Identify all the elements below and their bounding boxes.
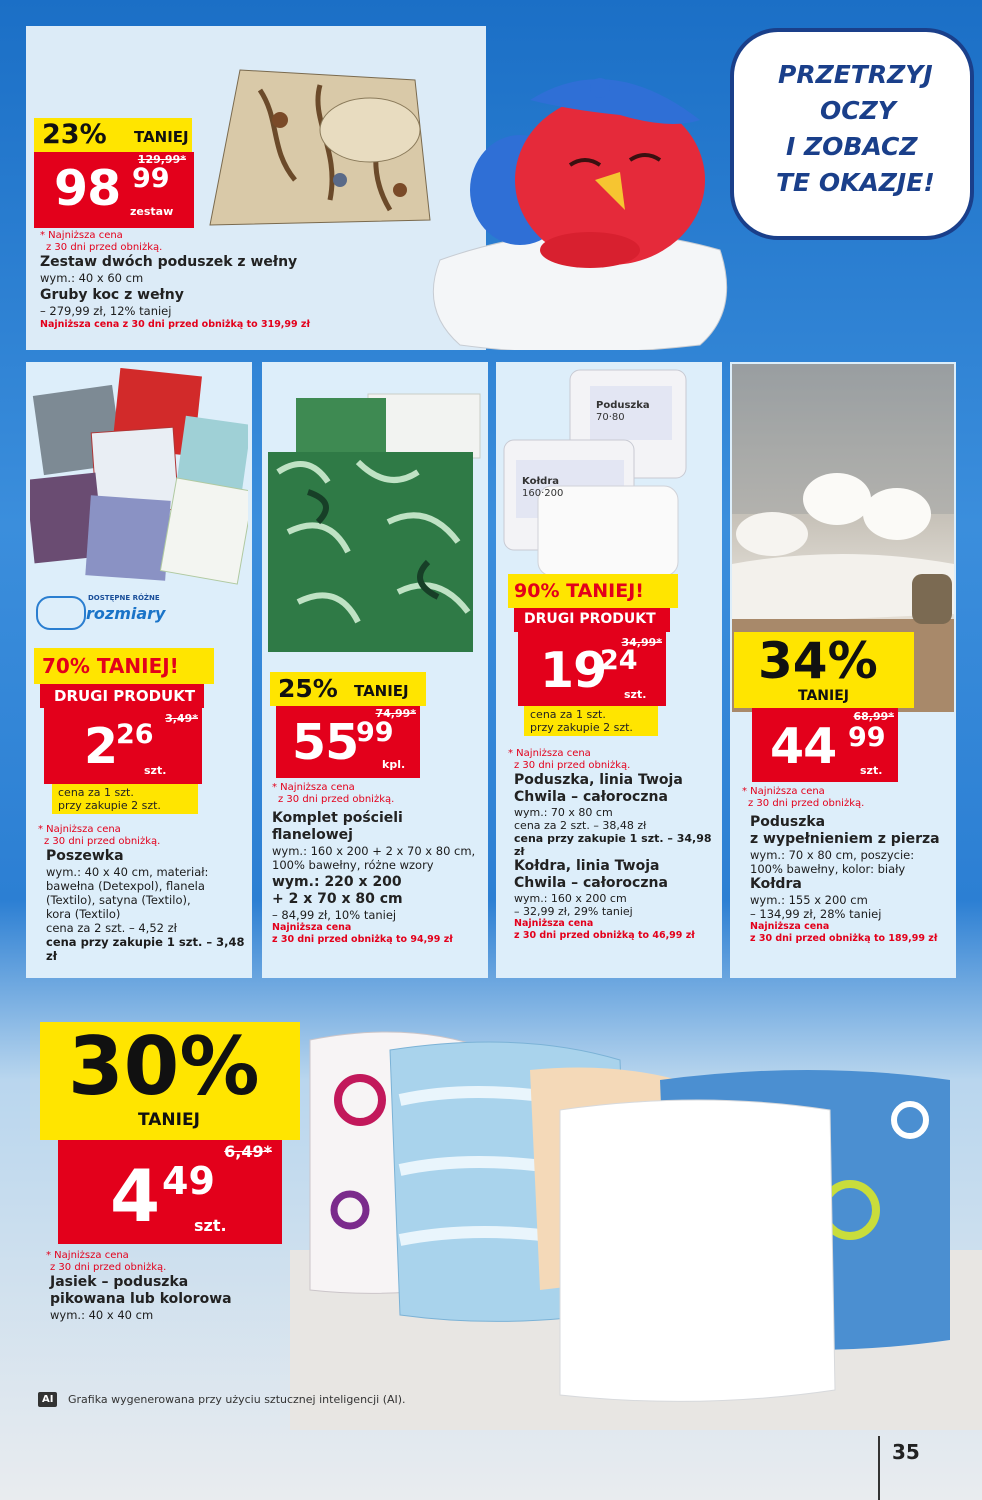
desc-line-2: bawełna (Detexpol), flanela bbox=[46, 879, 205, 893]
discount-percent: 23% bbox=[42, 119, 107, 150]
price-integer: 2 bbox=[84, 718, 118, 775]
product-name: Zestaw dwóch poduszek z wełny bbox=[40, 254, 298, 270]
page-divider bbox=[878, 1436, 880, 1500]
pkg-pillow-size: 70·80 bbox=[596, 412, 625, 423]
lowest-price-note-2: z 30 dni przed obniżką. bbox=[278, 794, 395, 805]
discount-text: 90% TANIEJ! bbox=[514, 580, 644, 602]
variant-price bbox=[272, 908, 484, 922]
duvet-dimensions: wym.: 155 x 200 cm bbox=[750, 893, 868, 907]
packaged-pillow-duvet-image bbox=[498, 366, 720, 580]
desc-line-3: (Textilo), satyna (Textilo), bbox=[46, 893, 191, 907]
old-price: 3,49* bbox=[165, 712, 198, 725]
speech-line-2: OCZY bbox=[820, 96, 896, 125]
second-product-text: DRUGI PRODUKT bbox=[524, 611, 656, 627]
desc-bold: cena przy zakupie 1 szt. – 34,98 zł bbox=[514, 832, 712, 858]
desc-line-2: 100% bawełny, różne wzory bbox=[272, 858, 434, 872]
speech-line-3: I ZOBACZ bbox=[786, 132, 918, 161]
discount-word: TANIEJ bbox=[354, 682, 409, 700]
price-integer: 44 bbox=[770, 718, 837, 775]
price-integer: 55 bbox=[292, 714, 359, 771]
desc-line-1: wym.: 70 x 80 cm, poszycie: bbox=[750, 848, 915, 862]
sizes-big-text: rozmiary bbox=[86, 604, 166, 623]
discount-word: TANIEJ bbox=[138, 1110, 200, 1130]
price-decimal: 24 bbox=[600, 645, 638, 676]
price-integer: 19 bbox=[540, 642, 607, 699]
price-unit: szt. bbox=[860, 764, 883, 777]
condition-line-2: przy zakupie 2 szt. bbox=[530, 721, 633, 734]
desc-line-1: wym.: 40 x 40 cm, materiał: bbox=[46, 865, 209, 879]
old-price: 6,49* bbox=[224, 1142, 272, 1161]
product-name-4: Chwila – całoroczna bbox=[514, 875, 668, 891]
variant-price-text: – 84,99 zł, 10% taniej bbox=[272, 908, 397, 922]
price-unit: zestaw bbox=[130, 205, 174, 218]
product-info bbox=[38, 824, 250, 963]
speech-bubble bbox=[730, 28, 974, 240]
second-product-text: DRUGI PRODUKT bbox=[54, 687, 196, 705]
page-number: 35 bbox=[892, 1440, 920, 1464]
price-unit: szt. bbox=[144, 764, 167, 777]
discount-word: TANIEJ bbox=[134, 128, 189, 146]
product-info bbox=[40, 230, 340, 332]
lowest-price-note-2: z 30 dni przed obniżką. bbox=[514, 760, 631, 771]
discount-banner bbox=[34, 118, 192, 152]
price-tag bbox=[44, 708, 202, 784]
price-tag bbox=[518, 632, 666, 706]
lowest-price-note-2: z 30 dni przed obniżką. bbox=[50, 1262, 167, 1273]
lowest-price-note: * Najniższa cena bbox=[46, 1250, 129, 1261]
decorative-pillows-photo bbox=[290, 1010, 982, 1430]
second-product-banner bbox=[40, 684, 204, 708]
product-name: Poduszka, linia Twoja bbox=[514, 772, 683, 788]
product-name-3: Kołdra bbox=[750, 876, 802, 892]
bedding-image bbox=[268, 392, 482, 652]
condition-line-1: cena za 1 szt. bbox=[530, 708, 606, 721]
speech-line-1: PRZETRZYJ bbox=[778, 60, 933, 89]
tape-measure-icon bbox=[36, 596, 86, 630]
lowest-price-note: * Najniższa cena bbox=[40, 230, 123, 241]
lowest-price-line-2: z 30 dni przed obniżką to 189,99 zł bbox=[750, 933, 938, 944]
duvet-price: – 134,99 zł, 28% taniej bbox=[750, 907, 882, 921]
discount-percent: 34% bbox=[758, 632, 878, 690]
product-info bbox=[742, 786, 954, 945]
product-dimensions: wym.: 40 x 40 cm bbox=[50, 1308, 154, 1322]
price-decimal: 99 bbox=[848, 722, 886, 753]
price-decimal: 99 bbox=[356, 717, 394, 748]
condition-line-1: cena za 1 szt. bbox=[58, 786, 134, 799]
old-price: 34,99* bbox=[621, 636, 662, 649]
product-info bbox=[508, 748, 720, 942]
condition-note bbox=[52, 784, 198, 814]
product-price-2: – 279,99 zł, 12% taniej bbox=[40, 304, 172, 318]
product-name: Poszewka bbox=[46, 848, 124, 864]
ai-text: Grafika wygenerowana przy użyciu sztucznej inteligencji (AI). bbox=[68, 1393, 406, 1406]
product-name-2: flanelowej bbox=[272, 827, 353, 843]
discount-banner bbox=[34, 648, 214, 684]
variant-size-2: + 2 x 70 x 80 cm bbox=[272, 891, 403, 907]
desc-line-4: kora (Textilo) bbox=[46, 907, 121, 921]
price-unit: szt. bbox=[194, 1216, 227, 1235]
discount-banner bbox=[40, 1022, 300, 1140]
lowest-price-line-2: z 30 dni przed obniżką to 46,99 zł bbox=[514, 930, 695, 941]
product-dimensions: wym.: 40 x 60 cm bbox=[40, 271, 144, 285]
second-product-banner bbox=[514, 608, 670, 632]
price-decimal: 99 bbox=[132, 163, 170, 194]
product-info bbox=[272, 782, 484, 946]
pkg-duvet-size: 160·200 bbox=[522, 488, 564, 499]
desc-line-1: wym.: 160 x 200 + 2 x 70 x 80 cm, bbox=[272, 844, 476, 858]
product-name-3: Kołdra, linia Twoja bbox=[514, 858, 660, 874]
lowest-price-line-1: Najniższa cena bbox=[272, 922, 352, 933]
lowest-price-note-2: z 30 dni przed obniżką. bbox=[46, 242, 163, 253]
discount-percent: 30% bbox=[68, 1020, 260, 1113]
old-price: 68,99* bbox=[853, 710, 894, 723]
price-integer: 98 bbox=[54, 160, 121, 217]
price-unit: kpl. bbox=[382, 758, 406, 771]
discount-text: 70% TANIEJ! bbox=[42, 654, 179, 678]
ai-disclaimer bbox=[38, 1392, 458, 1410]
lowest-price-note-2: z 30 dni przed obniżką. bbox=[748, 798, 865, 809]
lowest-price-note: * Najniższa cena bbox=[272, 782, 355, 793]
lowest-price-note: * Najniższa cena bbox=[508, 748, 591, 759]
product-name-2: Chwila – całoroczna bbox=[514, 789, 668, 805]
lowest-price-line-1: Najniższa cena bbox=[514, 918, 594, 929]
lowest-price-2: Najniższa cena z 30 dni przed obniżką to 319,99 zł bbox=[40, 319, 310, 330]
condition-line-2: przy zakupie 2 szt. bbox=[58, 799, 161, 812]
price-integer: 4 bbox=[110, 1154, 160, 1238]
sizes-small-text: DOSTĘPNE RÓŻNE bbox=[88, 594, 160, 602]
product-name-2: pikowana lub kolorowa bbox=[50, 1291, 232, 1307]
price-tag bbox=[276, 706, 420, 778]
variant-size-1: wym.: 220 x 200 bbox=[272, 874, 402, 890]
product-name: Jasiek – poduszka bbox=[50, 1274, 189, 1290]
desc-line-1: wym.: 70 x 80 cm bbox=[514, 806, 613, 819]
pkg-pillow-label: Poduszka bbox=[596, 400, 650, 411]
condition-note bbox=[524, 706, 658, 736]
speech-line-4: TE OKAZJE! bbox=[776, 168, 935, 197]
price-decimal: 49 bbox=[162, 1159, 215, 1203]
price-tag bbox=[752, 708, 898, 782]
ai-badge: AI bbox=[38, 1392, 57, 1407]
product-name: Poduszka bbox=[750, 814, 826, 830]
lowest-price-note: * Najniższa cena bbox=[742, 786, 825, 797]
old-price: 129,99* bbox=[137, 153, 186, 166]
duvet-price: – 32,99 zł, 29% taniej bbox=[514, 905, 633, 918]
duvet-dimensions: wym.: 160 x 200 cm bbox=[514, 892, 627, 905]
lowest-price-line-2: z 30 dni przed obniżką to 94,99 zł bbox=[272, 934, 453, 945]
price-tag bbox=[58, 1140, 282, 1244]
old-price: 74,99* bbox=[375, 707, 416, 720]
lowest-price-note-2: z 30 dni przed obniżką. bbox=[44, 836, 161, 847]
desc-bold: cena przy zakupie 1 szt. – 3,48 zł bbox=[46, 935, 245, 963]
price-decimal: 26 bbox=[116, 719, 154, 750]
mascot-bird-on-pillow bbox=[420, 60, 750, 350]
price-tag bbox=[34, 152, 194, 228]
desc-line-5: cena za 2 szt. – 4,52 zł bbox=[46, 921, 177, 935]
pillowcases-image bbox=[30, 368, 248, 590]
lowest-price-note: * Najniższa cena bbox=[38, 824, 121, 835]
wool-blanket-image bbox=[200, 60, 440, 235]
discount-percent: 25% bbox=[278, 674, 338, 703]
lowest-price-line-1: Najniższa cena bbox=[750, 921, 830, 932]
price-unit: szt. bbox=[624, 688, 647, 701]
pkg-duvet-label: Kołdra bbox=[522, 476, 559, 487]
sizes-badge bbox=[36, 590, 176, 630]
product-info bbox=[46, 1250, 306, 1322]
product-name-2: z wypełnieniem z pierza bbox=[750, 831, 940, 847]
discount-word: TANIEJ bbox=[798, 688, 849, 704]
discount-banner bbox=[734, 632, 914, 708]
product-name-2: Gruby koc z wełny bbox=[40, 287, 184, 303]
product-name: Komplet pościeli bbox=[272, 810, 403, 826]
discount-banner bbox=[508, 574, 678, 608]
desc-line-2: 100% bawełny, kolor: biały bbox=[750, 862, 906, 876]
desc-line-2: cena za 2 szt. – 38,48 zł bbox=[514, 819, 647, 832]
discount-banner bbox=[270, 672, 426, 706]
